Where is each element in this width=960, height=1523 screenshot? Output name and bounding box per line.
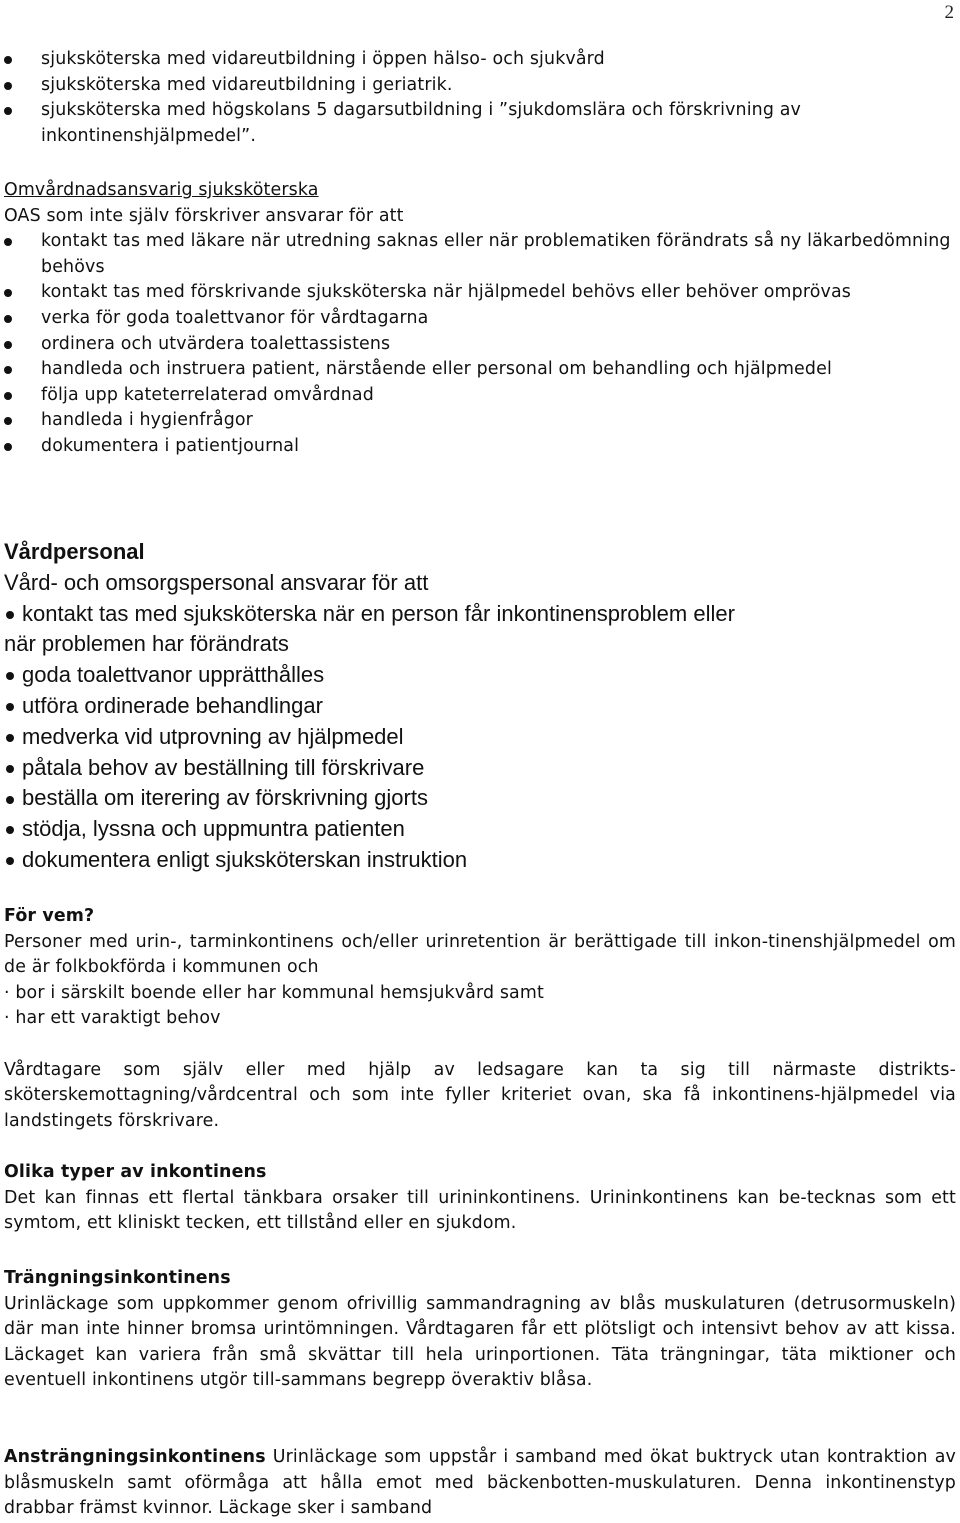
for-vem-section [4,904,956,1134]
list-item: kontakt tas med sjuksköterska när en person får inkontinensproblem eller [4,599,956,630]
bullet-icon [4,56,12,64]
list-item: verka för goda toalettvanor för vårdtagarna [4,306,956,332]
bullet-icon [6,672,14,680]
page-number: 2 [944,2,954,23]
bullet-icon [4,366,12,374]
list-item: beställa om iterering av förskrivning gjorts [4,783,956,814]
list-item: utföra ordinerade behandlingar [4,691,956,722]
list-item: ordinera och utvärdera toalettassistens [4,332,956,358]
list-item: följa upp kateterrelaterad omvårdnad [4,383,956,409]
bullet-icon [6,765,14,773]
vardpersonal-heading: Vårdpersonal [4,539,145,564]
oas-lead: OAS som inte själv förskriver ansvarar för att [4,205,404,226]
list-item: påtala behov av beställning till förskrivare [4,753,956,784]
list-item: sjuksköterska med högskolans 5 dagarsutbildning i ”sjukdomslära och förskrivning av inkontinenshjälpmedel”. [4,98,956,149]
olika-heading: Olika typer av inkontinens [4,1162,267,1182]
bullet-icon [4,238,12,246]
bullet-icon [4,289,12,297]
list-item: dokumentera i patientjournal [4,434,956,460]
bullet-icon [6,734,14,742]
for-vem-paragraph-2: Vårdtagare som själv eller med hjälp av ledsagare kan ta sig till närmaste distrikts-sköterskemottagning/vårdcentral och som inte fyller kriteriet ovan, ska få inkontinens-hjälpmedel via landstingets förskrivare. [4,1059,956,1131]
list-item: kontakt tas med förskrivande sjuksköterska när hjälpmedel behövs eller behöver omprövas [4,280,956,306]
for-vem-text: Personer med urin-, tarminkontinens och/eller urinretention är berättigade till inkon-tinenshjälpmedel om de är folkbokförda i kommunen och [4,931,956,978]
list-item: handleda i hygienfrågor [4,408,956,434]
intro-section [4,47,956,149]
oas-heading: Omvårdnadsansvarig sjuksköterska [4,180,319,200]
bullet-icon [6,857,14,865]
anstrangning-text: Urinläckage som uppstår i samband med ökat buktryck utan kontraktion av blåsmuskeln samt oförmåga att hålla emot med bäckenbotten-muskulaturen. Denna inkontinenstyp drabbar främst kvinnor. Läckage sker i samband [4,1447,956,1519]
for-vem-heading: För vem? [4,906,95,926]
bullet-icon [6,703,14,711]
bullet-icon [4,443,12,451]
bullet-icon [4,82,12,90]
bullet-icon [4,341,12,349]
bullet-icon [6,611,14,619]
for-vem-condition: · har ett varaktigt behov [4,1008,221,1029]
list-item: sjuksköterska med vidareutbildning i geriatrik. [4,73,956,99]
for-vem-condition: · bor i särskilt boende eller har kommunal hemsjukvård samt [4,982,544,1003]
olika-section [4,1160,956,1237]
list-item: stödja, lyssna och uppmuntra patienten [4,814,956,845]
bullet-icon [6,826,14,834]
list-item: goda toalettvanor upprätthålles [4,660,956,691]
anstrangning-section [4,1445,956,1522]
list-item-continuation: när problemen har förändrats [4,631,289,657]
vardpersonal-list [4,599,956,876]
bullet-icon [4,107,12,115]
trangning-text: Urinläckage som uppkommer genom ofrivillig sammandragning av blås muskulaturen (detrusormuskeln) där man inte hinner bromsa urintömningen. Vårdtagaren får ett plötsligt och intensivt behov av att kissa. Läckaget kan variera från små skvättar till hela urinportionen. Täta trängningar, täta miktioner och eventuell inkontinens utgör till-sammans begrepp överaktiv blåsa. [4,1293,956,1391]
bullet-icon [6,796,14,804]
list-item: kontakt tas med läkare när utredning saknas eller när problematiken förändrats så ny läkarbedömning behövs [4,229,956,280]
oas-list [4,229,956,459]
intro-list [4,47,956,149]
list-item: sjuksköterska med vidareutbildning i öppen hälso- och sjukvård [4,47,956,73]
list-item: dokumentera enligt sjuksköterskan instruktion [4,845,956,876]
vardpersonal-lead: Vård- och omsorgspersonal ansvarar för att [4,569,429,595]
bullet-icon [4,392,12,400]
anstrangning-heading: Ansträngningsinkontinens [4,1447,266,1467]
list-item: medverka vid utprovning av hjälpmedel [4,722,956,753]
bullet-icon [4,417,12,425]
vardpersonal-section [4,537,956,876]
list-item: handleda och instruera patient, närstående eller personal om behandling och hjälpmedel [4,357,956,383]
olika-text: Det kan finnas ett flertal tänkbara orsaker till urininkontinens. Urininkontinens kan be-tecknas som ett symtom, ett kliniskt tecken, ett tillstånd eller en sjukdom. [4,1187,956,1234]
trangning-heading: Trängningsinkontinens [4,1268,231,1288]
oas-section [4,178,956,460]
bullet-icon [4,315,12,323]
anstrangning-paragraph [4,1445,956,1522]
trangning-section [4,1266,956,1394]
